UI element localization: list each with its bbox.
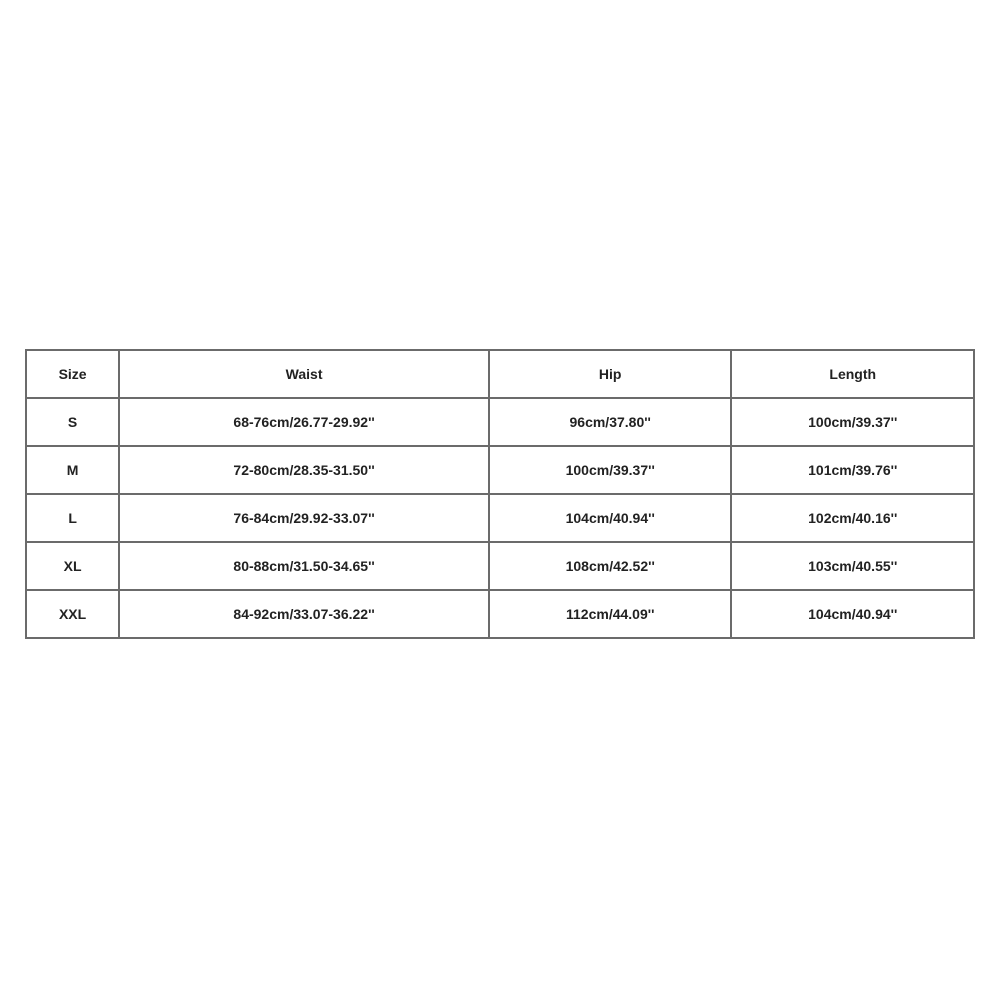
size-chart-table [25, 349, 975, 639]
cell-size: XXL [26, 590, 119, 638]
cell-hip: 100cm/39.37'' [489, 446, 732, 494]
header-size: Size [26, 350, 119, 398]
cell-waist: 72-80cm/28.35-31.50'' [119, 446, 489, 494]
cell-hip: 96cm/37.80'' [489, 398, 732, 446]
cell-size: L [26, 494, 119, 542]
table-body [26, 398, 974, 638]
cell-hip: 104cm/40.94'' [489, 494, 732, 542]
header-waist: Waist [119, 350, 489, 398]
cell-length: 104cm/40.94'' [731, 590, 974, 638]
cell-waist: 80-88cm/31.50-34.65'' [119, 542, 489, 590]
cell-waist: 68-76cm/26.77-29.92'' [119, 398, 489, 446]
table-row [26, 590, 974, 638]
header-row [26, 350, 974, 398]
table-row [26, 398, 974, 446]
cell-size: M [26, 446, 119, 494]
cell-length: 102cm/40.16'' [731, 494, 974, 542]
table-row [26, 446, 974, 494]
header-length: Length [731, 350, 974, 398]
table-row [26, 494, 974, 542]
cell-length: 100cm/39.37'' [731, 398, 974, 446]
header-hip: Hip [489, 350, 732, 398]
cell-hip: 108cm/42.52'' [489, 542, 732, 590]
cell-size: S [26, 398, 119, 446]
cell-hip: 112cm/44.09'' [489, 590, 732, 638]
cell-length: 101cm/39.76'' [731, 446, 974, 494]
cell-size: XL [26, 542, 119, 590]
cell-waist: 84-92cm/33.07-36.22'' [119, 590, 489, 638]
cell-waist: 76-84cm/29.92-33.07'' [119, 494, 489, 542]
cell-length: 103cm/40.55'' [731, 542, 974, 590]
table-header [26, 350, 974, 398]
table-row [26, 542, 974, 590]
